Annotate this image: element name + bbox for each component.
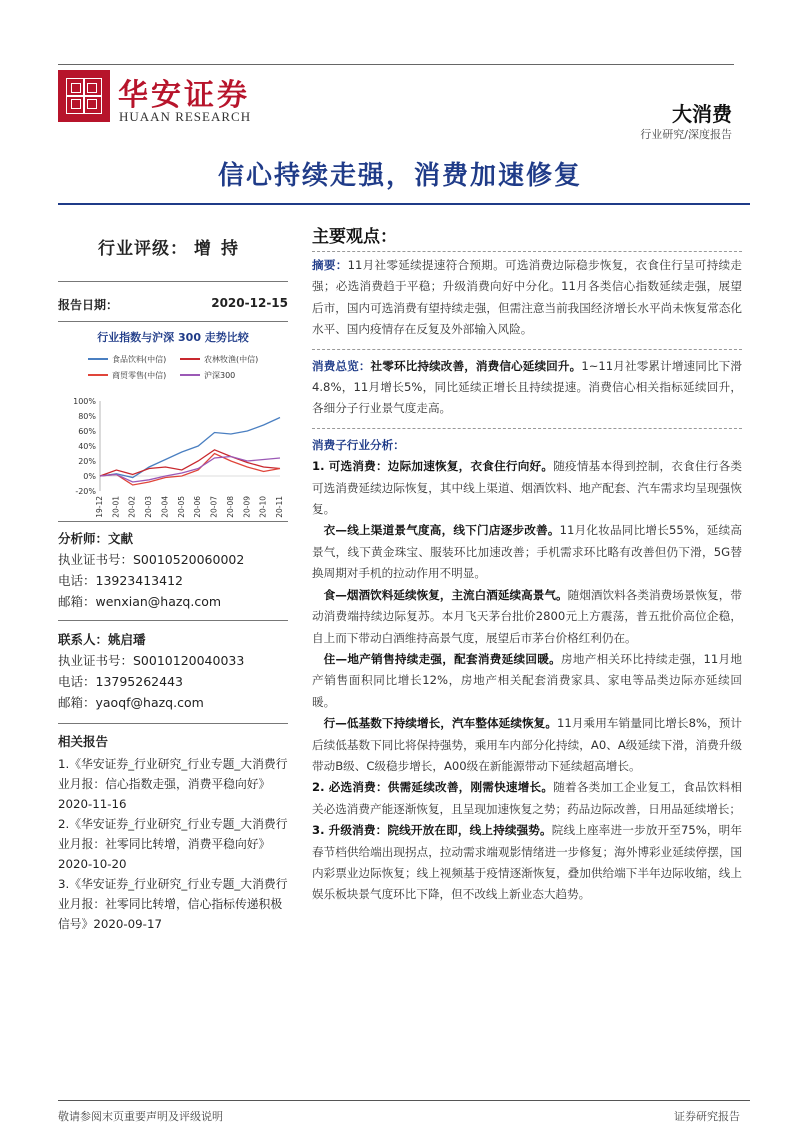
related-reports-heading: 相关报告 xyxy=(58,734,109,749)
divider xyxy=(58,723,288,724)
summary-label: 摘要： xyxy=(312,258,348,272)
overview-highlight: 社零环比持续改善，消费信心延续回升。 xyxy=(370,358,582,373)
x-tick-label: 20-05 xyxy=(176,496,186,518)
date-label: 报告日期： xyxy=(58,298,119,312)
related-report-item[interactable]: 2.《华安证券_行业研究_行业专题_大消费行业月报：社零同比转增，消费平稳向好》2020-10-20 xyxy=(58,817,288,871)
divider xyxy=(58,321,288,322)
divider xyxy=(58,620,288,621)
industry-rating xyxy=(58,234,288,259)
x-tick-label: 20-10 xyxy=(258,496,268,518)
legend-label: 食品饮料(中信) xyxy=(112,355,167,364)
subsector-heading xyxy=(312,435,742,456)
rating-value: 增持 xyxy=(194,239,248,259)
x-tick-label: 20-08 xyxy=(225,496,235,518)
food-paragraph xyxy=(312,585,742,649)
summary-paragraph xyxy=(312,255,742,341)
contact-label: 联系人： xyxy=(58,632,109,647)
x-tick-label: 20-06 xyxy=(193,496,203,518)
y-tick-label: 40% xyxy=(78,442,96,451)
legend-label: 沪深300 xyxy=(204,371,236,380)
upgrade-text: 院线上座率进一步放开至75%，明年春节档供给端出现拐点，拉动需求端观影情绪进一步修复；海外博彩业延续停摆，国内彩票业边际恢复；线上视频基于疫情逐渐恢复，叠加供给端下半年边际收缩，线上娱乐板块景气度环比下降，但不改线上新业态大趋势。 xyxy=(312,823,742,902)
footer-rule xyxy=(58,1100,750,1101)
divider xyxy=(58,521,288,522)
rating-label: 行业评级： xyxy=(98,239,188,259)
analyst-email[interactable]: 邮箱：wenxian@hazq.com xyxy=(58,594,222,609)
y-tick-label: 100% xyxy=(73,397,96,406)
x-tick-label: 20-07 xyxy=(209,496,219,518)
legend-label: 农林牧渔(中信) xyxy=(204,355,259,364)
doc-category: 大消费 xyxy=(672,102,732,126)
analyst-phone: 电话：13923413412 xyxy=(58,573,183,588)
contact-block xyxy=(58,629,288,713)
legend-label: 商贸零售(中信) xyxy=(112,371,167,380)
header-top-rule xyxy=(58,64,734,65)
subsector-label: 消费子行业分析： xyxy=(312,437,405,452)
y-tick-label: 20% xyxy=(78,457,96,466)
brand-name-cn: 华安证券 xyxy=(118,78,250,113)
food-text: 随烟酒饮料各类消费场景恢复，带动消费端持续边际复苏。本月飞天茅台批价2800元上方震荡，普五批价高位企稳，自上而下带动白酒维持高景气度，展望后市茅台价格红利仍在。 xyxy=(312,587,742,645)
chart-title: 行业指数与沪深 300 走势比较 xyxy=(97,331,249,344)
series-line xyxy=(100,454,280,486)
x-tick-label: 19-12 xyxy=(95,496,104,518)
y-tick-label: 60% xyxy=(78,427,96,436)
overview-label: 消费总览： xyxy=(312,358,371,373)
section-title: 主要观点： xyxy=(312,227,397,247)
contact-phone: 电话：13795262443 xyxy=(58,674,183,689)
date-value: 2020-12-15 xyxy=(211,296,288,310)
upgrade-highlight: 3. 升级消费：院线开放在即，线上持续强势。 xyxy=(312,823,552,838)
title-rule xyxy=(58,203,750,205)
transport-paragraph xyxy=(312,713,742,777)
y-tick-label: 80% xyxy=(78,412,96,421)
staples-highlight: 2. 必选消费：供需延续改善，刚需快速增长。 xyxy=(312,780,554,795)
clothing-highlight: 衣—线上渠道景气度高，线下门店逐步改善。 xyxy=(323,523,560,538)
summary-text: 11月社零延续提速符合预期。可选消费边际稳步恢复，衣食住行呈可持续走强；必选消费趋于平稳；升级消费向好中分化。11月各类信心指数延续走强，展望后市，国内可选消费有望持续走强，但需注意当前我国经济增长水平尚未恢复常态化水平、国内疫情存在反复及外部输入风险。 xyxy=(312,258,742,337)
divider xyxy=(58,281,288,282)
analyst-label: 分析师： xyxy=(58,531,109,546)
series-line xyxy=(100,457,280,483)
housing-paragraph xyxy=(312,649,742,713)
y-tick-label: 0% xyxy=(83,472,96,481)
contact-email[interactable]: 邮箱：yaoqf@hazq.com xyxy=(58,695,204,710)
dashed-divider xyxy=(312,428,742,429)
housing-highlight: 住—地产销售持续走强，配套消费延续回暖。 xyxy=(323,651,562,666)
y-tick-label: -20% xyxy=(75,487,96,496)
discretionary-highlight: 1. 可选消费：边际加速恢复，衣食住行向好。 xyxy=(312,459,554,474)
discretionary-paragraph xyxy=(312,456,742,520)
clothing-paragraph xyxy=(312,520,742,584)
related-reports-list xyxy=(58,754,288,934)
related-report-item[interactable]: 1.《华安证券_行业研究_行业专题_大消费行业月报：信心指数走强，消费平稳向好》2020-11-16 xyxy=(58,757,288,811)
series-line xyxy=(100,450,280,476)
transport-text: 11月乘用车销量同比增长8%，预计后续低基数下同比将保持强势，乘用车内部分化持续，A0、A级延续下滑，消费升级带动B级、C级稳步增长，A00级在新能源带动下延续超高增长。 xyxy=(312,716,742,773)
footer-disclaimer[interactable]: 敬请参阅末页重要声明及评级说明 xyxy=(58,1110,223,1123)
brand-name-en: HUAAN RESEARCH xyxy=(119,109,252,124)
main-content xyxy=(312,222,742,906)
dashed-divider xyxy=(312,251,742,252)
related-report-item[interactable]: 3.《华安证券_行业研究_行业专题_大消费行业月报：社零同比转增，信心指标传递积极信号》2020-09-17 xyxy=(58,877,288,931)
x-tick-label: 20-01 xyxy=(111,496,121,518)
discretionary-text: 随疫情基本得到控制，衣食住行各类可选消费延续边际恢复，其中线上渠道、烟酒饮料、地产配套、汽车需求均呈现强恢复。 xyxy=(312,459,742,517)
x-tick-label: 20-04 xyxy=(160,496,170,518)
staples-paragraph xyxy=(312,777,742,820)
analyst-name: 文献 xyxy=(108,531,134,546)
overview-paragraph xyxy=(312,356,742,420)
report-date-row xyxy=(58,296,288,313)
transport-highlight: 行—低基数下持续增长，汽车整体延续恢复。 xyxy=(323,716,558,731)
housing-text: 房地产相关环比持续走强，11月地产销售面积同比增长12%，房地产相关配套消费家具、家电等品类边际亦延续回暖。 xyxy=(312,651,742,709)
analyst-block xyxy=(58,528,288,612)
huaan-logo-icon xyxy=(58,70,110,122)
contact-name: 姚启璠 xyxy=(108,632,146,647)
x-tick-label: 20-02 xyxy=(127,496,137,518)
dashed-divider xyxy=(312,349,742,350)
overview-text: 1~11月社零累计增速同比下滑4.8%，11月增长5%，同比延续正增长且持续提速。消费信心相关指标延续回升，各细分子行业景气度走高。 xyxy=(312,358,742,416)
report-title: 信心持续走强，消费加速修复 xyxy=(217,161,582,191)
contact-cert: 执业证书号：S0010120040033 xyxy=(58,653,245,668)
x-tick-label: 20-11 xyxy=(275,496,284,518)
x-tick-label: 20-03 xyxy=(144,496,154,518)
analyst-cert: 执业证书号：S0010520060002 xyxy=(58,552,245,567)
clothing-text: 11月化妆品同比增长55%，延续高景气，线下黄金珠宝、服装环比加速改善；手机需求环比略有改善但仍下滑，5G替换周期对手机的拉动作用不明显。 xyxy=(312,523,742,581)
upgrade-paragraph xyxy=(312,820,742,906)
x-tick-label: 20-09 xyxy=(242,496,252,518)
left-sidebar xyxy=(58,214,288,934)
staples-text: 随着各类加工企业复工，食品饮料相关必选消费产能逐渐恢复，且呈现加速恢复之势；药品边际改善，日用品延续增长； xyxy=(312,780,742,816)
doc-subtype: 行业研究/深度报告 xyxy=(640,128,732,141)
food-highlight: 食—烟酒饮料延续恢复，主流白酒延续高景气。 xyxy=(323,587,568,602)
footer-label: 证券研究报告 xyxy=(674,1110,740,1123)
performance-chart xyxy=(58,349,288,519)
